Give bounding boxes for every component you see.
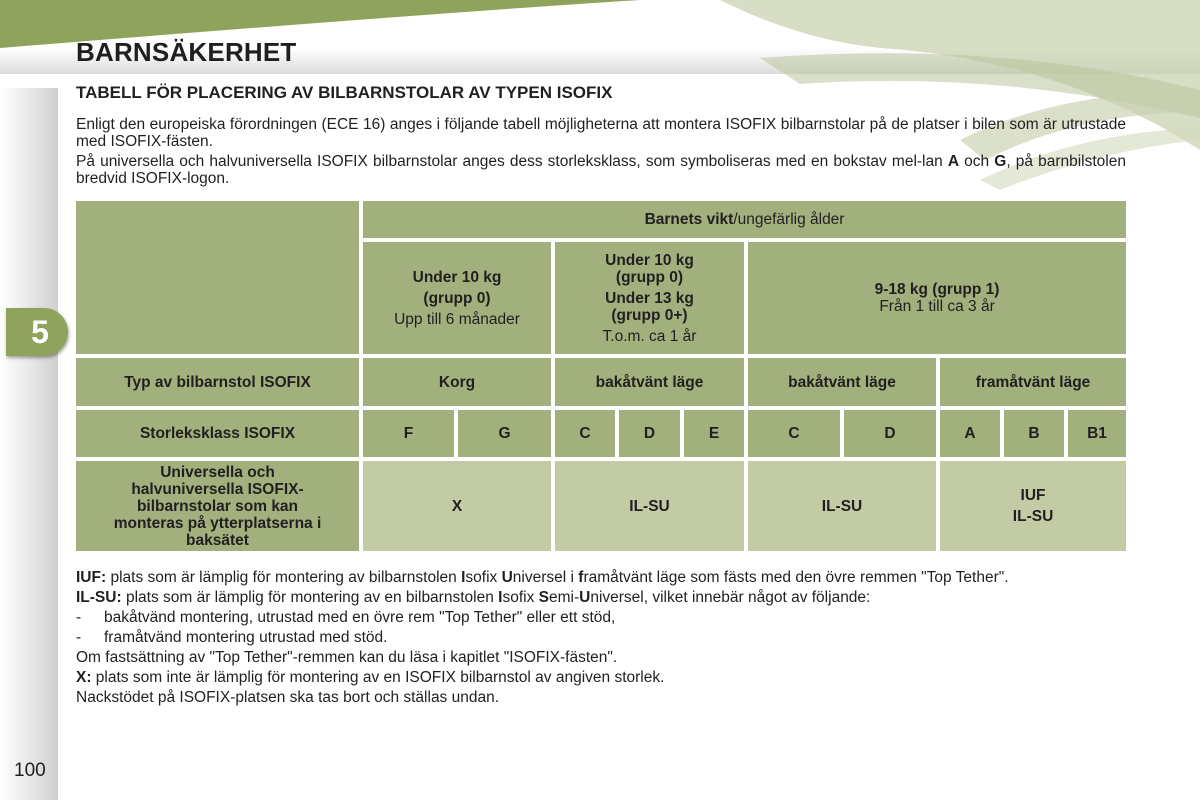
size-class-cell: A	[940, 410, 1000, 457]
section-title: TABELL FÖR PLACERING AV BILBARNSTOLAR AV TYPEN ISOFIX	[76, 83, 613, 102]
suitability-group-1-rear: IL-SU	[748, 461, 936, 551]
note-bullet-2: - framåtvänd montering utrustad med stöd.	[76, 629, 388, 646]
size-class-cell: D	[619, 410, 680, 457]
chapter-number: 5	[31, 313, 49, 350]
page-header-title: BARNSÄKERHET	[76, 37, 297, 67]
row-label-universal-seats: Universella och halvuniversella ISOFIX-bilbarnstolar som kan monteras på ytterplatserna i baksätet	[76, 461, 359, 551]
weight-group-2: Under 10 kg (grupp 0) Under 13 kg (grupp 0+) T.o.m. ca 1 år	[555, 242, 744, 354]
note-top-tether: Om fastsättning av "Top Tether"-remmen kan du läsa i kapitlet "ISOFIX-fästen".	[76, 649, 618, 666]
suitability-group-1-forward: IUF IL-SU	[940, 461, 1126, 551]
weight-group-3: 9-18 kg (grupp 1) Från 1 till ca 3 år	[748, 242, 1126, 354]
suitability-group-0plus: IL-SU	[555, 461, 744, 551]
legend-notes	[76, 568, 1126, 708]
note-iuf: IUF: plats som är lämplig för montering av bilbarnstolen Isofix Universel i framåtvänt läge som fästs med den övre remmen "Top Tether".	[76, 569, 1009, 586]
size-class-cell: B1	[1068, 410, 1126, 457]
size-class-cell: G	[458, 410, 551, 457]
chapter-tab	[6, 308, 68, 356]
note-ilsu: IL-SU: plats som är lämplig för montering av en bilbarnstolen Isofix Semi-Universel, vilket innebär något av följande:	[76, 589, 871, 606]
seat-type-rear-facing-1: bakåtvänt läge	[555, 358, 744, 406]
note-headrest: Nackstödet på ISOFIX-platsen ska tas bort och ställas undan.	[76, 689, 500, 706]
isofix-placement-table	[72, 197, 1130, 555]
row-label-seat-type: Typ av bilbarnstol ISOFIX	[76, 358, 359, 406]
size-class-cell: D	[844, 410, 936, 457]
weight-group-1: Under 10 kg (grupp 0) Upp till 6 månader	[363, 242, 551, 354]
note-x: X: plats som inte är lämplig för montering av en ISOFIX bilbarnstol av angiven storlek.	[76, 669, 665, 686]
seat-type-carrycot: Korg	[363, 358, 551, 406]
size-class-cell: B	[1004, 410, 1064, 457]
size-class-cell: C	[748, 410, 840, 457]
intro-text	[76, 116, 1126, 190]
seat-type-forward-facing: framåtvänt läge	[940, 358, 1126, 406]
intro-paragraph-1: Enligt den europeiska förordningen (ECE 16) anges i följande tabell möjligheterna att montera ISOFIX bilbarnstolar på de platser i bilen som är utrustade med ISOFIX-fästen.	[76, 116, 1126, 150]
page-number: 100	[14, 760, 46, 781]
note-bullet-1: - bakåtvänd montering, utrustad med en övre rem "Top Tether" eller ett stöd,	[76, 609, 616, 626]
table-corner-cell	[76, 201, 359, 354]
size-class-cell: F	[363, 410, 454, 457]
size-class-cell: C	[555, 410, 615, 457]
suitability-group-0: X	[363, 461, 551, 551]
size-class-cell: E	[684, 410, 744, 457]
seat-type-rear-facing-2: bakåtvänt läge	[748, 358, 936, 406]
intro-paragraph-2: På universella och halvuniversella ISOFIX bilbarnstolar anges dess storleksklass, som symboliseras med en bokstav mel-lan A och G, på barnbilstolen bredvid ISOFIX-logon.	[76, 153, 1126, 187]
weight-header: Barnets vikt/ungefärlig ålder	[363, 201, 1126, 238]
row-label-size-class: Storleksklass ISOFIX	[76, 410, 359, 457]
